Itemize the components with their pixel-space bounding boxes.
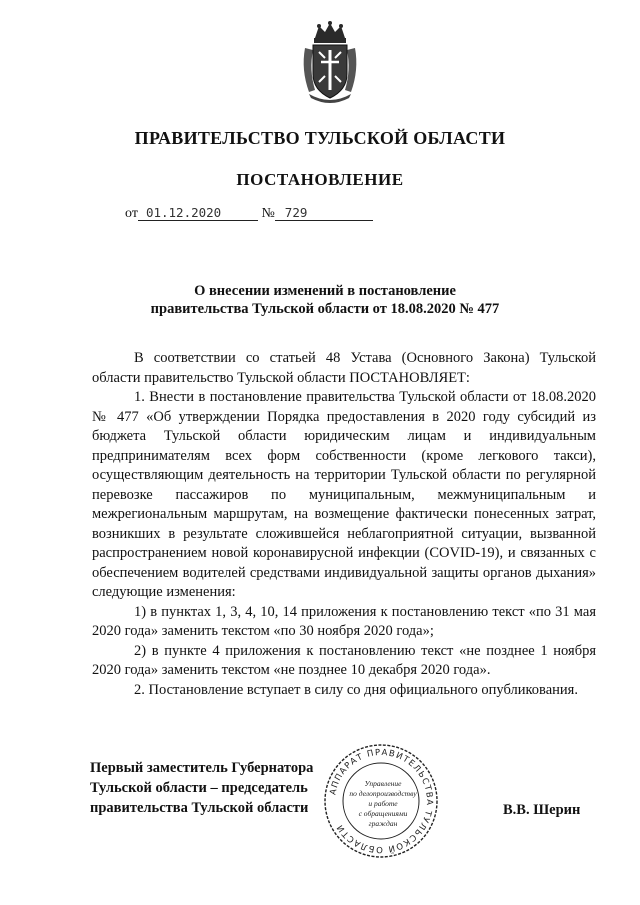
date-prefix: от [125,206,138,221]
stamp-line: с обращениями [358,809,408,818]
org-title: ПРАВИТЕЛЬСТВО ТУЛЬСКОЙ ОБЛАСТИ [134,128,506,148]
subject-line: О внесении изменений в постановление [194,283,456,299]
date-number-line [125,205,373,222]
doc-subject [120,282,530,318]
item-1-1: 1) в пунктах 1, 3, 4, 10, 14 приложения к постановлению текст «по 31 мая 2020 года» заменить текстом «по 30 ноября 2020 года»; [92,603,596,639]
stamp-line: граждан [368,819,398,828]
stamp-line: и работе [368,799,398,808]
doc-type: ПОСТАНОВЛЕНИЕ [236,170,404,189]
doc-number: 729 [275,205,373,221]
signer-position [90,758,350,818]
doc-body [92,349,596,700]
item-1: 1. Внести в постановление правительства Тульской области от 18.08.2020 № 477 «Об утверждении Порядка предоставления в 2020 году субсидий из бюджета Тульской области юридическим лицам и индивидуальным предпринимателям всех форм собственности (кроме легкового такси), осуществляющим деятельность на территории Тульской области по регулярной перевозке пассажиров по муниципальным, межмуниципальным и межрегиональным маршрутам, на возмещение фактически понесенных затрат, возникших в результате сложившейся неблагоприятной ситуации, вызванной распространением новой коронавирусной инфекции (COVID-19), и связанных с обеспечением водителей средствами индивидуальной защиты органов дыхания» следующие изменения: [92,389,596,600]
stamp-line: по делопроизводству [349,789,417,798]
number-prefix: № [261,206,275,221]
tula-coat-of-arms-icon [299,20,361,104]
stamp-line: Управление [364,779,402,788]
signer-line: Первый заместитель Губернатора [90,760,314,776]
official-stamp [322,742,440,860]
doc-date: 01.12.2020 [138,205,258,221]
item-2: 2. Постановление вступает в силу со дня официального опубликования. [134,681,578,698]
signer-line: правительства Тульской области [90,800,309,816]
item-1-2: 2) в пункте 4 приложения к постановлению текст «не позднее 1 ноября 2020 года» заменить текстом «не позднее 10 декабря 2020 года». [92,642,596,678]
subject-line: правительства Тульской области от 18.08.2020 № 477 [150,301,500,317]
stamp-ring-text: АППАРАТ ПРАВИТЕЛЬСТВА ТУЛЬСКОЙ ОБЛАСТИ [328,747,435,855]
preamble: В соответствии со статьей 48 Устава (Основного Закона) Тульской области правительство Тульской области ПОСТАНОВЛЯЕТ: [92,350,596,386]
signer-line: Тульской области – председатель [90,780,308,796]
signer-name: В.В. Шерин [503,802,581,818]
